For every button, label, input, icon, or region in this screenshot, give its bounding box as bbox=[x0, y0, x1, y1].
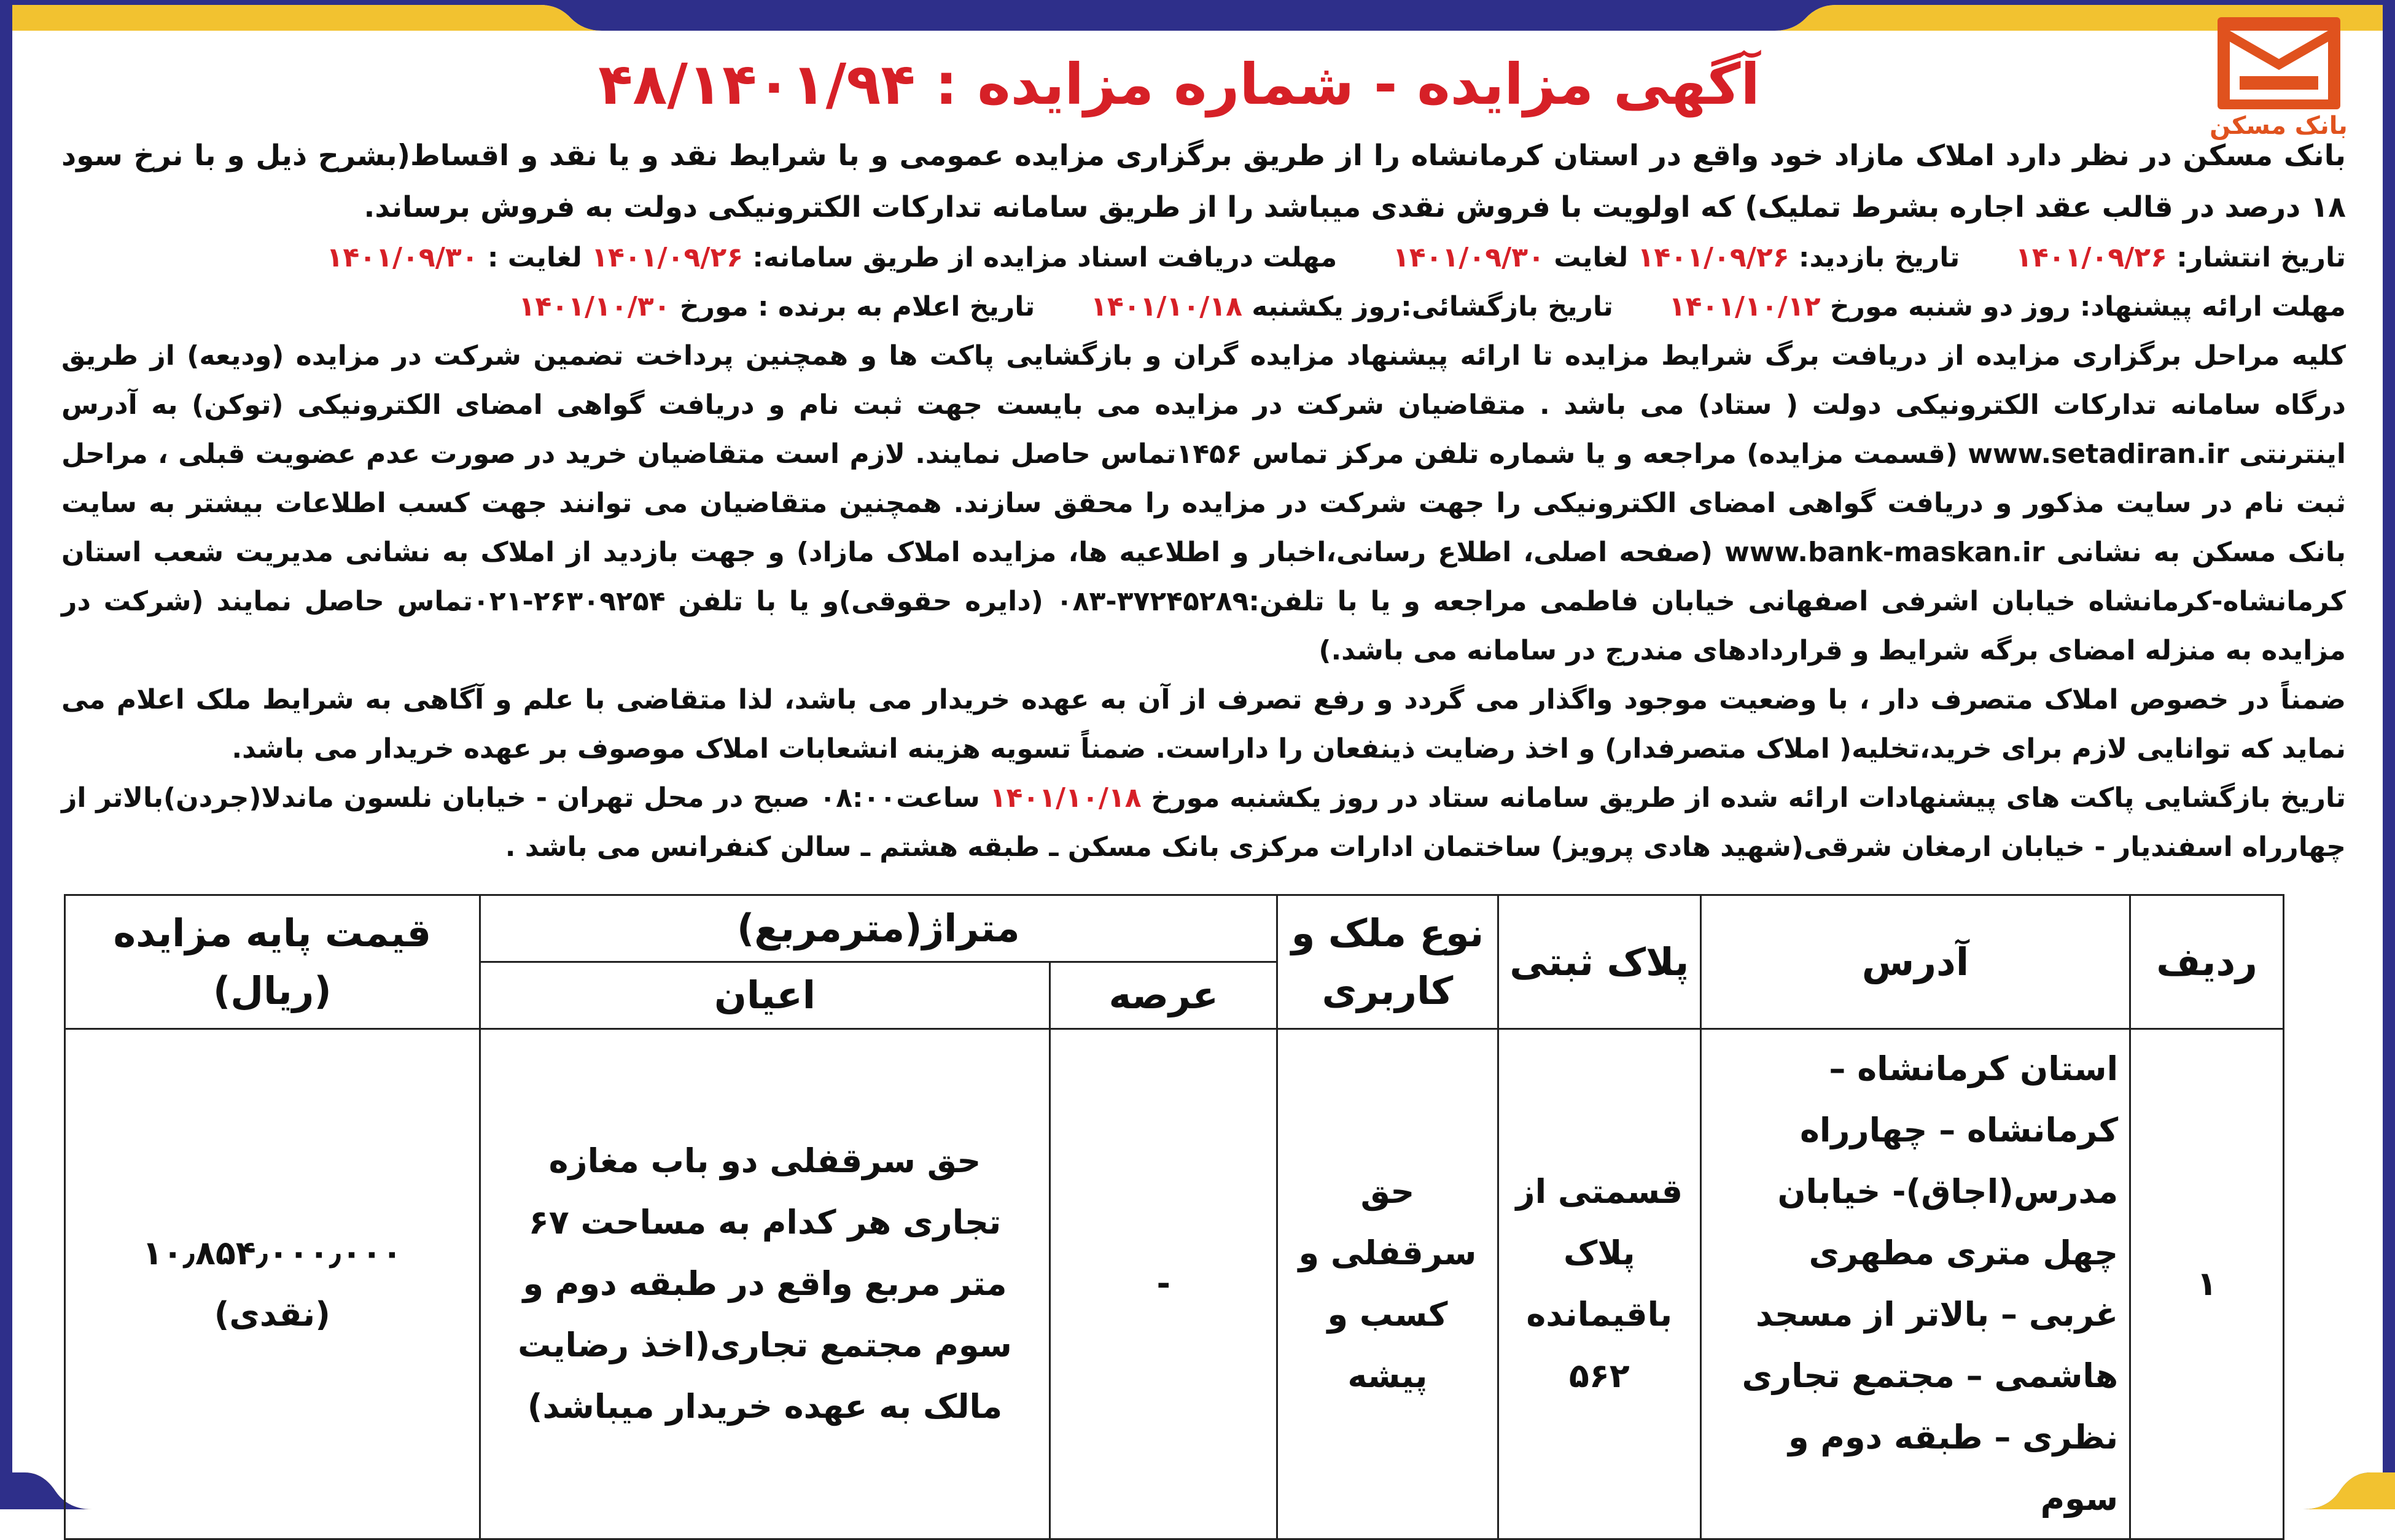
procedure-text-3: (صفحه اصلی، اطلاع رسانی،اخبار و اطلاعیه ها، مزایده املاک مازاد) و جهت بازدید از املاک به نشانی مدیریت شعب استان کرمانشاه-کرمانشاه خیابان اشرفی اصفهانی خیابان فاطمی مراجعه و یا با تلفن:۳۷۲۴۵۲۸۹-۰۸۳ (دایره حقوقی)و یا با تلفن ۲۶۳۰۹۲۵۴-۰۲۱تماس حاصل نمایند (شرکت در مزایده به منزله امضای برگه شرایط و قراردادهای مندرج در سامانه می باشد.) bbox=[61, 537, 2346, 666]
publish-date: ۱۴۰۱/۰۹/۲۶ bbox=[2015, 242, 2167, 273]
header-plate: پلاک ثبتی bbox=[1498, 895, 1700, 1029]
header-address: آدرس bbox=[1700, 895, 2130, 1029]
docs-from-date: ۱۴۰۱/۰۹/۲۶ bbox=[591, 242, 744, 273]
opening-text-2: ساعت۰۸:۰۰ صبح در محل تهران - خیابان نلسون ماندلا(جردن)بالاتر از چهارراه اسفندیار - خیابان ارمغان شرقی(شهید هادی پرویز) ساختمان ادارات مرکزی بانک مسکن ـ طبقه هشتم ـ سالن کنفرانس می باشد . bbox=[61, 782, 2346, 863]
visit-from-date: ۱۴۰۱/۰۹/۲۶ bbox=[1637, 242, 1789, 273]
opening-paragraph bbox=[61, 774, 2346, 872]
header-row-number: ردیف bbox=[2130, 895, 2284, 1029]
header-area: متراژ(مترمربع) bbox=[480, 895, 1277, 962]
docs-to-label: لغایت : bbox=[487, 242, 582, 273]
house-icon bbox=[2218, 17, 2340, 109]
right-frame bbox=[2383, 0, 2395, 1509]
procedure-paragraph bbox=[61, 332, 2346, 675]
cell-type: حق سرقفلی و کسب و پیشه bbox=[1277, 1029, 1498, 1539]
dates-line-2 bbox=[61, 282, 2346, 332]
header-land: عرصه bbox=[1050, 962, 1277, 1029]
opening-label: تاریخ بازگشائی:روز یکشنبه bbox=[1252, 291, 1613, 322]
header-price: قیمت پایه مزایده (ریال) bbox=[65, 895, 480, 1029]
visit-label: تاریخ بازدید: bbox=[1798, 242, 1960, 273]
winner-date: ۱۴۰۱/۱۰/۳۰ bbox=[518, 291, 671, 322]
header-type: نوع ملک و کاربری bbox=[1277, 895, 1498, 1029]
cell-address: استان کرمانشاه – کرمانشاه – چهارراه مدرس(اجاق)- خیابان چهل متری مطهری غربی – بالاتر از مسجد هاشمی – مجتمع تجاری نظری – طبقه دوم و سوم bbox=[1700, 1029, 2130, 1539]
docs-label: مهلت دریافت اسناد مزایده از طریق سامانه: bbox=[752, 242, 1338, 273]
bank-url-link[interactable]: www.bank-maskan.ir bbox=[1724, 537, 2045, 568]
cell-plate: قسمتی از پلاک باقیمانده ۵۶۲ bbox=[1498, 1029, 1700, 1539]
cell-land: - bbox=[1050, 1029, 1277, 1539]
left-frame bbox=[0, 0, 12, 1509]
winner-label: تاریخ اعلام به برنده : مورخ bbox=[679, 291, 1035, 322]
offer-date: ۱۴۰۱/۱۰/۱۲ bbox=[1669, 291, 1821, 322]
table-header-row bbox=[65, 895, 2284, 962]
intro-paragraph: بانک مسکن در نظر دارد املاک مازاد خود واقع در استان کرمانشاه را از طریق برگزاری مزایده عمومی و با شرایط نقد و یا نقد و اقساط(بشرح ذیل و با نرخ سود ۱۸ درصد در قالب عقد اجاره بشرط تملیک) که اولویت با فروش نقدی میباشد را از طریق سامانه تدارکات الکترونیکی دولت به فروش برساند. bbox=[61, 139, 2346, 224]
top-frame bbox=[0, 0, 2395, 31]
cell-building: حق سرقفلی دو باب مغازه تجاری هر کدام به مساحت ۶۷ متر مربع واقع در طبقه دوم و سوم مجتمع تجاری(اخذ رضایت مالک به عهده خریدار میباشد) bbox=[480, 1029, 1050, 1539]
price-note: (نقدی) bbox=[214, 1295, 330, 1334]
procedure-text-1: کلیه مراحل برگزاری مزایده از دریافت برگ شرایط مزایده تا ارائه پیشنهاد مزایده گران و بازگشایی پاکت ها و همچنین پرداخت تضمین شرکت در مزایده (ودیعه) از طریق درگاه سامانه تدارکات الکترونیکی دولت ( ستاد) می باشد . متقاضیان شرکت در مزایده می بایست جهت ثبت نام و دریافت گواهی امضای الکترونیکی (توکن) به آدرس اینترنتی bbox=[61, 340, 2346, 470]
dates-line-1 bbox=[61, 233, 2346, 282]
publish-label: تاریخ انتشار: bbox=[2176, 242, 2346, 273]
header-building: اعیان bbox=[480, 962, 1050, 1029]
visit-to-date: ۱۴۰۱/۰۹/۳۰ bbox=[1392, 242, 1544, 273]
visit-to-label: لغایت bbox=[1554, 242, 1629, 273]
opening-paragraph-date: ۱۴۰۱/۱۰/۱۸ bbox=[989, 782, 1142, 814]
procedure-text-2: (قسمت مزایده) مراجعه و یا شماره تلفن مرکز تماس ۱۴۵۶تماس حاصل نمایند. لازم است متقاضیان خرید در صورت عدم عضویت قبلی ، مراحل ثبت نام در سایت مذکور و دریافت گواهی امضای الکترونیکی را جهت شرکت در مزایده را محقق سازند. همچنین متقاضیان می توانند جهت کسب اطلاعات بیشتر به سایت بانک مسکن به نشانی bbox=[61, 438, 2346, 568]
opening-date: ۱۴۰۱/۱۰/۱۸ bbox=[1090, 291, 1242, 322]
offer-label: مهلت ارائه پیشنهاد: روز دو شنبه مورخ bbox=[1829, 291, 2346, 322]
docs-to-date: ۱۴۰۱/۰۹/۳۰ bbox=[326, 242, 478, 273]
announcement-body bbox=[61, 130, 2346, 872]
occupancy-paragraph: ضمناً در خصوص املاک متصرف دار ، با وضعیت موجود واگذار می گردد و رفع تصرف از آن به عهده خریدار می باشد، لذا متقاضی با علم و آگاهی به شرایط ملک اعلام می نماید که توانایی لازم برای خرید،تخلیه( املاک متصرفدار) و اخذ رضایت ذینفعان را داراست. ضمناً تسویه هزینه انشعابات املاک موصوف بر عهده خریدار می باشد. bbox=[61, 684, 2346, 764]
logo-text: بانک مسکن bbox=[2210, 112, 2348, 140]
table-row bbox=[65, 1029, 2284, 1539]
page-title: آگهی مزایده - شماره مزایده : ۴۸/۱۴۰۱/۹۴ bbox=[598, 52, 1760, 117]
bank-maskan-logo bbox=[2200, 17, 2357, 146]
properties-table bbox=[64, 894, 2284, 1540]
opening-text-1: تاریخ بازگشایی پاکت های پیشنهادات ارائه شده از طریق سامانه ستاد در روز یکشنبه مورخ bbox=[1151, 782, 2346, 814]
setad-url-link[interactable]: www.setadiran.ir bbox=[1968, 438, 2229, 470]
cell-price bbox=[65, 1029, 480, 1539]
cell-row-number: ۱ bbox=[2130, 1029, 2284, 1539]
price-value: ۱۰٫۸۵۴٫۰۰۰٫۰۰۰ bbox=[142, 1234, 402, 1272]
